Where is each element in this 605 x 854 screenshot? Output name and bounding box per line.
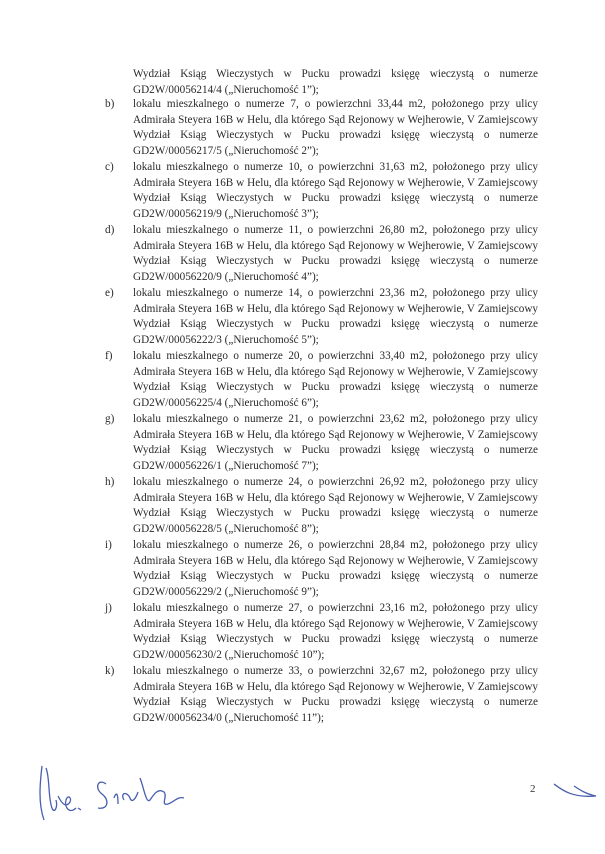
paragraph-line: Wydział Ksiąg Wieczystych w Pucku prowadzi księgę wieczystą o numerze: [133, 696, 538, 709]
paragraph-line: Wydział Ksiąg Wieczystych w Pucku prowadzi księgę wieczystą o numerze: [133, 255, 538, 268]
paragraph-line: lokalu mieszkalnego o numerze 10, o powierzchni 31,63 m2, położonego przy ulicy: [133, 161, 538, 173]
paragraph-line: Admirała Steyera 16B w Helu, dla którego Sąd Rejonowy w Wejherowie, V Zamiejscowy: [133, 428, 538, 441]
paragraph-line: Wydział Ksiąg Wieczystych w Pucku prowadzi księgę wieczystą o numerze: [133, 318, 538, 331]
paragraph-line: Admirała Steyera 16B w Helu, dla którego Sąd Rejonowy w Wejherowie, V Zamiejscowy: [133, 113, 538, 126]
list-item: [0, 475, 605, 537]
paragraph-line: Admirała Steyera 16B w Helu, dla którego Sąd Rejonowy w Wejherowie, V Zamiejscowy: [133, 491, 538, 504]
list-item-text: [133, 475, 538, 537]
list-item-text: [133, 664, 538, 726]
list-item-text: [133, 160, 538, 222]
list-item: [0, 412, 605, 474]
paragraph-line: GD2W/00056222/3 („Nieruchomość 5”);: [133, 333, 319, 346]
paragraph-line: lokalu mieszkalnego o numerze 21, o powierzchni 23,62 m2, położonego przy ulicy: [133, 413, 538, 425]
list-item-text: [133, 223, 538, 285]
list-item: [0, 160, 605, 222]
list-item-text: [133, 349, 538, 411]
list-item-text: [133, 286, 538, 348]
list-item-marker: d): [105, 224, 115, 236]
paragraph-line: lokalu mieszkalnego o numerze 26, o powierzchni 28,84 m2, położonego przy ulicy: [133, 539, 538, 551]
paragraph-line: Wydział Ksiąg Wieczystych w Pucku prowadzi księgę wieczystą o numerze: [133, 68, 538, 80]
paragraph-line: lokalu mieszkalnego o numerze 27, o powierzchni 23,16 m2, położonego przy ulicy: [133, 602, 538, 614]
list-item-text: [133, 412, 538, 474]
paragraph-line: GD2W/00056219/9 („Nieruchomość 3”);: [133, 207, 319, 220]
list-item-marker: e): [105, 287, 114, 299]
paragraph-line: Admirała Steyera 16B w Helu, dla którego Sąd Rejonowy w Wejherowie, V Zamiejscowy: [133, 554, 538, 567]
list-item: [0, 664, 605, 726]
list-item-marker: h): [105, 476, 115, 488]
list-item: [0, 601, 605, 663]
paragraph-line: Wydział Ksiąg Wieczystych w Pucku prowadzi księgę wieczystą o numerze: [133, 444, 538, 457]
paragraph-line: Admirała Steyera 16B w Helu, dla którego Sąd Rejonowy w Wejherowie, V Zamiejscowy: [133, 680, 538, 693]
list-item: [0, 97, 605, 159]
list-item: [0, 349, 605, 411]
list-item: [0, 538, 605, 600]
list-item-text: [133, 97, 538, 159]
handwritten-signature: [28, 748, 208, 828]
paragraph-line: Wydział Ksiąg Wieczystych w Pucku prowadzi księgę wieczystą o numerze: [133, 129, 538, 142]
paragraph-line: Admirała Steyera 16B w Helu, dla którego Sąd Rejonowy w Wejherowie, V Zamiejscowy: [133, 239, 538, 252]
list-item-marker: f): [105, 350, 113, 362]
paragraph-line: Admirała Steyera 16B w Helu, dla którego Sąd Rejonowy w Wejherowie, V Zamiejscowy: [133, 176, 538, 189]
paragraph-line: lokalu mieszkalnego o numerze 7, o powierzchni 33,44 m2, położonego przy ulicy: [133, 98, 538, 110]
paragraph-line: Admirała Steyera 16B w Helu, dla którego Sąd Rejonowy w Wejherowie, V Zamiejscowy: [133, 617, 538, 630]
paragraph-line: lokalu mieszkalnego o numerze 20, o powierzchni 33,40 m2, położonego przy ulicy: [133, 350, 538, 362]
paragraph-line: GD2W/00056228/5 („Nieruchomość 8”);: [133, 522, 319, 535]
page-number: 2: [530, 783, 536, 795]
paragraph-line: Wydział Ksiąg Wieczystych w Pucku prowadzi księgę wieczystą o numerze: [133, 570, 538, 583]
list-item-marker: j): [105, 602, 112, 614]
paragraph-line: lokalu mieszkalnego o numerze 11, o powierzchni 26,80 m2, położonego przy ulicy: [133, 224, 538, 236]
list-item-marker: k): [105, 665, 115, 677]
paragraph-line: Admirała Steyera 16B w Helu, dla którego Sąd Rejonowy w Wejherowie, V Zamiejscowy: [133, 302, 538, 315]
paragraph-line: Wydział Ksiąg Wieczystych w Pucku prowadzi księgę wieczystą o numerze: [133, 633, 538, 646]
paragraph-line: GD2W/00056225/4 („Nieruchomość 6”);: [133, 396, 319, 409]
property-list: [0, 97, 605, 727]
list-item-marker: c): [105, 161, 114, 173]
paragraph-line: lokalu mieszkalnego o numerze 33, o powierzchni 32,67 m2, położonego przy ulicy: [133, 665, 538, 677]
paragraph-line: GD2W/00056217/5 („Nieruchomość 2”);: [133, 144, 319, 157]
paragraph-line: GD2W/00056230/2 („Nieruchomość 10”);: [133, 648, 325, 661]
paragraph-line: GD2W/00056220/9 („Nieruchomość 4”);: [133, 270, 319, 283]
ink-check-mark: [552, 780, 598, 802]
list-item-marker: g): [105, 413, 115, 425]
paragraph-line: Admirała Steyera 16B w Helu, dla którego Sąd Rejonowy w Wejherowie, V Zamiejscowy: [133, 365, 538, 378]
paragraph-line: Wydział Ksiąg Wieczystych w Pucku prowadzi księgę wieczystą o numerze: [133, 381, 538, 394]
paragraph-line: lokalu mieszkalnego o numerze 24, o powierzchni 26,92 m2, położonego przy ulicy: [133, 476, 538, 488]
continued-paragraph: [133, 66, 538, 98]
paragraph-line: GD2W/00056234/0 („Nieruchomość 11”);: [133, 711, 324, 724]
paragraph-line: GD2W/00056229/2 („Nieruchomość 9”);: [133, 585, 319, 598]
list-item-marker: i): [105, 539, 112, 551]
list-item: [0, 286, 605, 348]
paragraph-line: GD2W/00056214/4 („Nieruchomość 1”);: [133, 83, 319, 96]
list-item-marker: b): [105, 98, 115, 110]
paragraph-line: Wydział Ksiąg Wieczystych w Pucku prowadzi księgę wieczystą o numerze: [133, 192, 538, 205]
list-item-text: [133, 601, 538, 663]
paragraph-line: Wydział Ksiąg Wieczystych w Pucku prowadzi księgę wieczystą o numerze: [133, 507, 538, 520]
paragraph-line: lokalu mieszkalnego o numerze 14, o powierzchni 23,36 m2, położonego przy ulicy: [133, 287, 538, 299]
list-item: [0, 223, 605, 285]
list-item-text: [133, 538, 538, 600]
paragraph-line: GD2W/00056226/1 („Nieruchomość 7”);: [133, 459, 319, 472]
